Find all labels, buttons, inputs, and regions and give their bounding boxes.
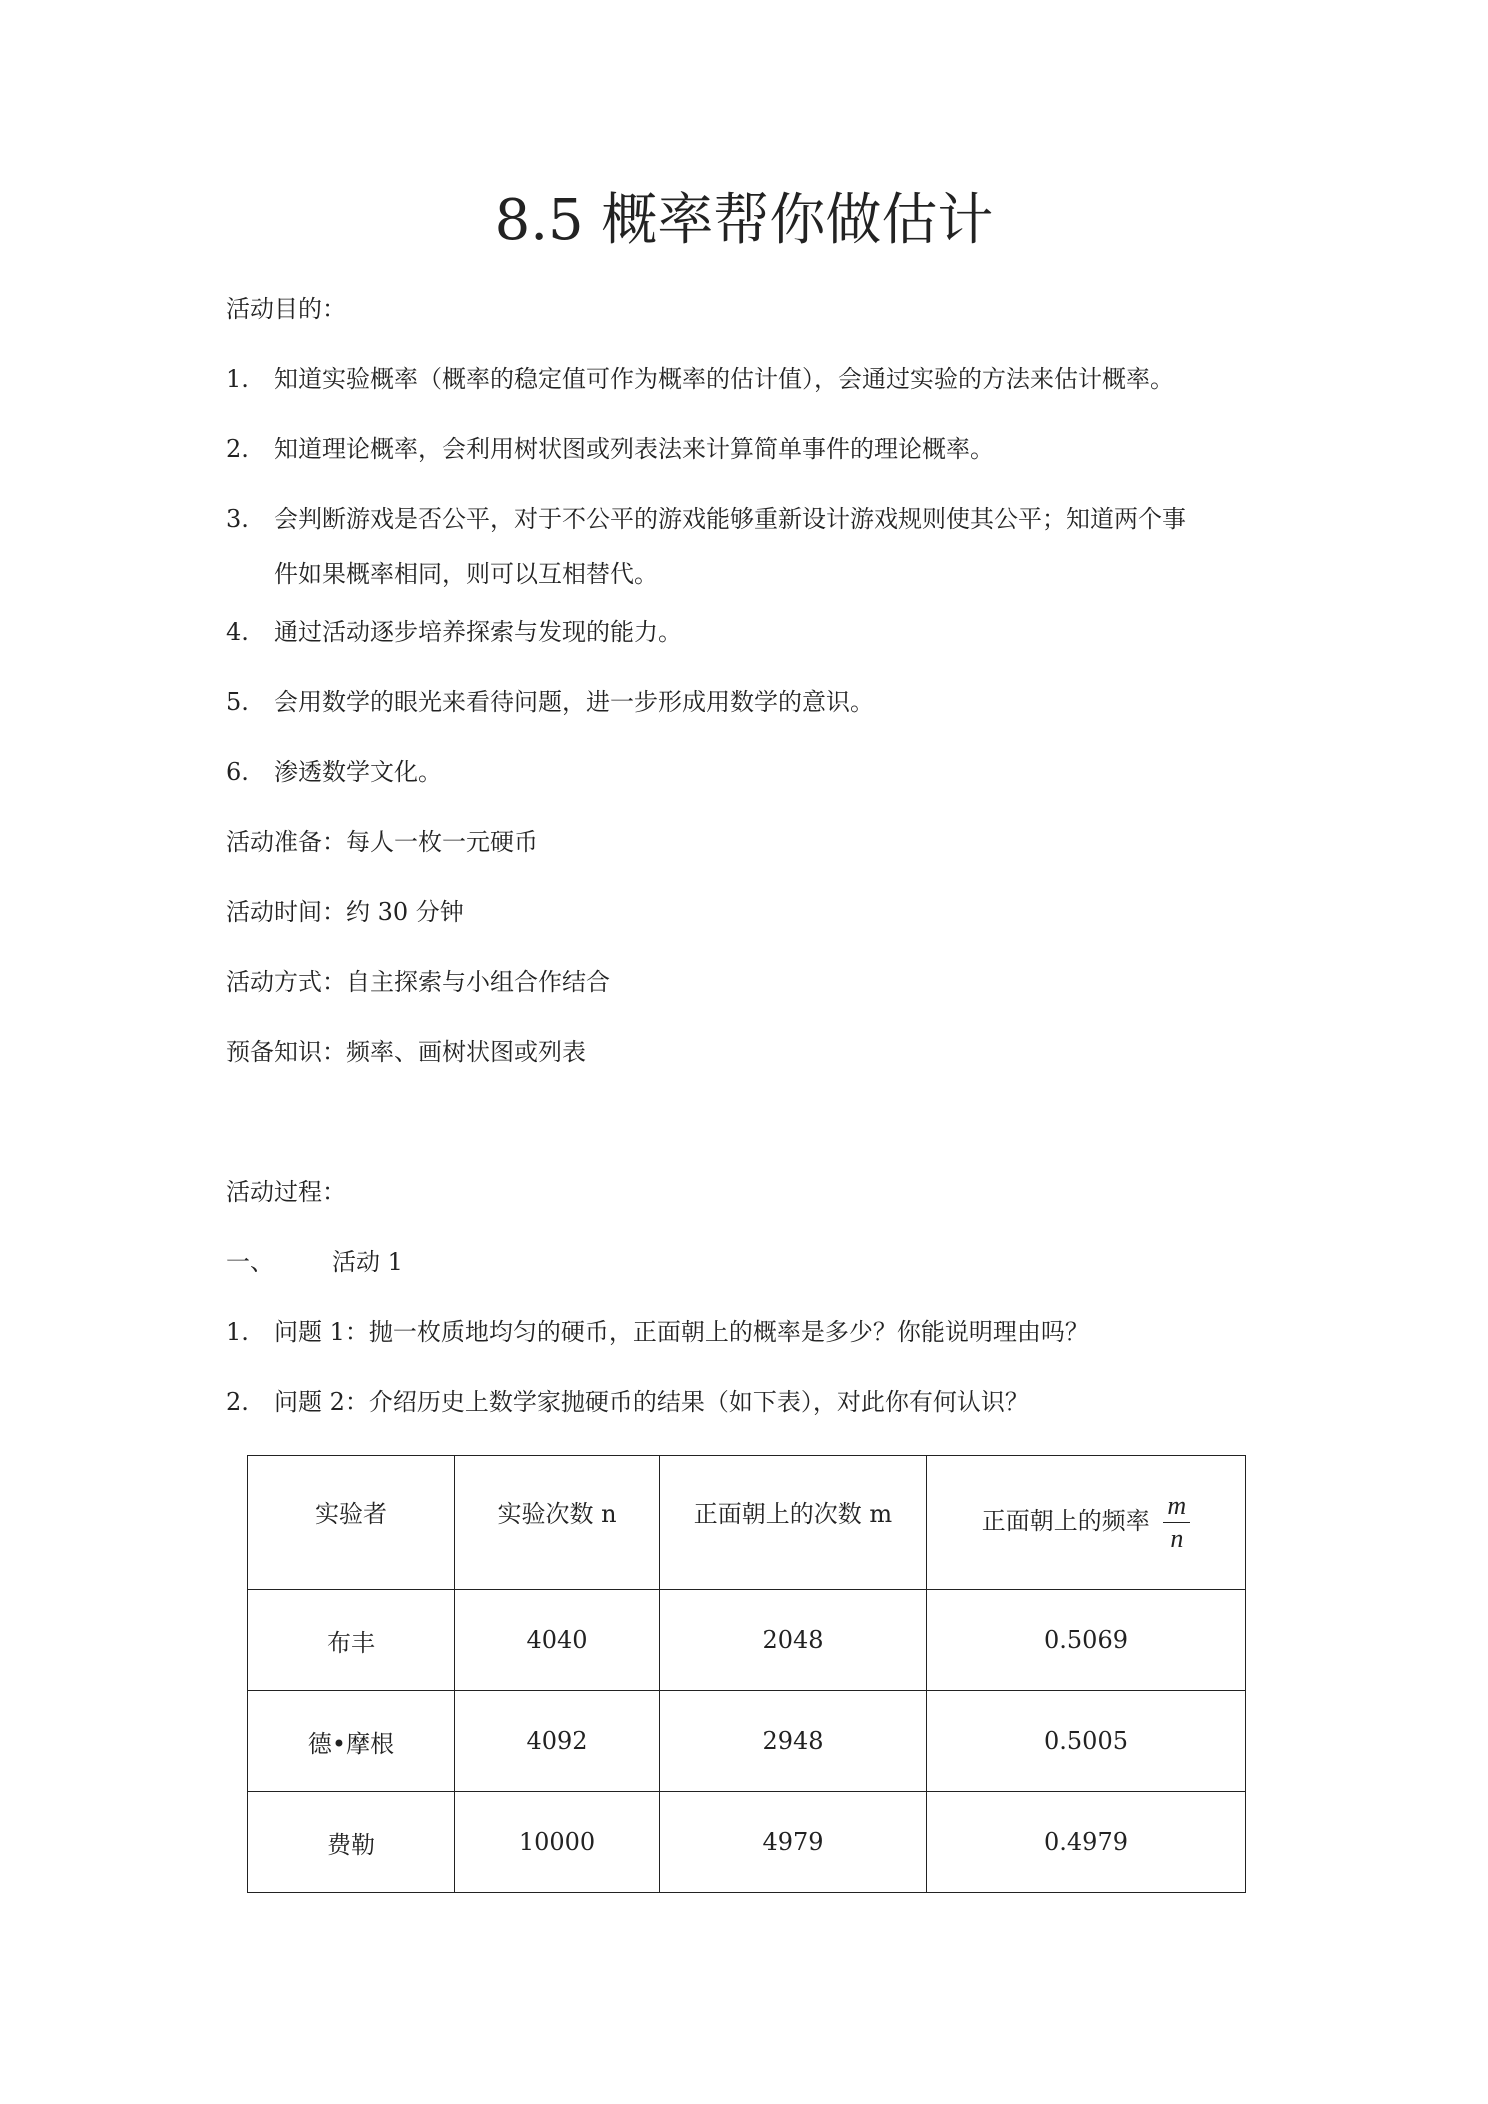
item-text: 渗透数学文化。 — [274, 758, 442, 786]
cell-frequency: 0.5069 — [927, 1590, 1246, 1691]
cell-experimenter: 布丰 — [248, 1590, 455, 1691]
cell-frequency: 0.5005 — [927, 1691, 1246, 1792]
item-text — [274, 502, 1274, 592]
item-text: 通过活动逐步培养探索与发现的能力。 — [274, 618, 682, 646]
preparation-line: 活动准备：每人一枚一元硬币 — [226, 828, 538, 856]
question-item — [226, 1385, 1276, 1420]
item-text: 知道理论概率，会利用树状图或列表法来计算简单事件的理论概率。 — [274, 435, 994, 463]
purpose-item — [226, 432, 1276, 467]
header-experimenter: 实验者 — [248, 1456, 455, 1590]
purpose-item — [226, 362, 1276, 397]
cell-trials: 4092 — [455, 1691, 660, 1792]
item-number: 1. — [226, 365, 249, 393]
question-item — [226, 1315, 1276, 1350]
item-number: 2. — [226, 1388, 249, 1416]
cell-heads-count: 4979 — [660, 1792, 927, 1893]
item-text: 知道实验概率（概率的稳定值可作为概率的估计值），会通过实验的方法来估计概率。 — [274, 365, 1174, 393]
cell-experimenter: 费勒 — [248, 1792, 455, 1893]
item-number: 5. — [226, 688, 249, 716]
header-frequency-label: 正面朝上的频率 — [981, 1507, 1150, 1535]
cell-trials: 10000 — [455, 1792, 660, 1893]
purpose-label: 活动目的： — [226, 295, 346, 323]
method-line: 活动方式：自主探索与小组合作结合 — [226, 968, 610, 996]
table-row — [248, 1792, 1246, 1893]
purpose-item — [226, 755, 1276, 790]
cell-heads-count: 2048 — [660, 1590, 927, 1691]
item-number: 6. — [226, 758, 249, 786]
fraction-numerator: m — [1163, 1492, 1190, 1523]
header-heads-frequency — [927, 1456, 1246, 1590]
item-text-line1: 会判断游戏是否公平，对于不公平的游戏能够重新设计游戏规则使其公平；知道两个事 — [274, 505, 1186, 533]
item-text: 问题 1：抛一枚质地均匀的硬币，正面朝上的概率是多少？你能说明理由吗？ — [274, 1318, 1089, 1346]
item-text: 问题 2：介绍历史上数学家抛硬币的结果（如下表），对此你有何认识？ — [274, 1388, 1029, 1416]
item-number: 3. — [226, 505, 249, 533]
cell-trials: 4040 — [455, 1590, 660, 1691]
fraction-denominator: n — [1170, 1524, 1184, 1553]
item-text: 会用数学的眼光来看待问题，进一步形成用数学的意识。 — [274, 688, 874, 716]
section-number: 一、 — [226, 1248, 274, 1276]
header-heads-count: 正面朝上的次数 m — [660, 1456, 927, 1590]
cell-experimenter: 德•摩根 — [248, 1691, 455, 1792]
item-text-line2: 件如果概率相同，则可以互相替代。 — [274, 560, 658, 588]
item-number: 2. — [226, 435, 249, 463]
table-row — [248, 1691, 1246, 1792]
cell-frequency: 0.4979 — [927, 1792, 1246, 1893]
page-title: 8.5 概率帮你做估计 — [494, 188, 994, 253]
item-number: 1. — [226, 1318, 249, 1346]
coin-toss-table — [247, 1455, 1246, 1893]
section-label: 活动 1 — [332, 1248, 403, 1276]
purpose-item — [226, 685, 1276, 720]
time-line: 活动时间：约 30 分钟 — [226, 898, 464, 926]
process-label: 活动过程： — [226, 1178, 346, 1206]
table-row — [248, 1590, 1246, 1691]
purpose-item — [226, 502, 1276, 592]
cell-heads-count: 2948 — [660, 1691, 927, 1792]
table-header-row — [248, 1456, 1246, 1590]
header-trials: 实验次数 n — [455, 1456, 660, 1590]
fraction-m-over-n — [1163, 1492, 1190, 1553]
item-number: 4. — [226, 618, 249, 646]
prior-knowledge-line: 预备知识：频率、画树状图或列表 — [226, 1038, 586, 1066]
purpose-item — [226, 615, 1276, 650]
